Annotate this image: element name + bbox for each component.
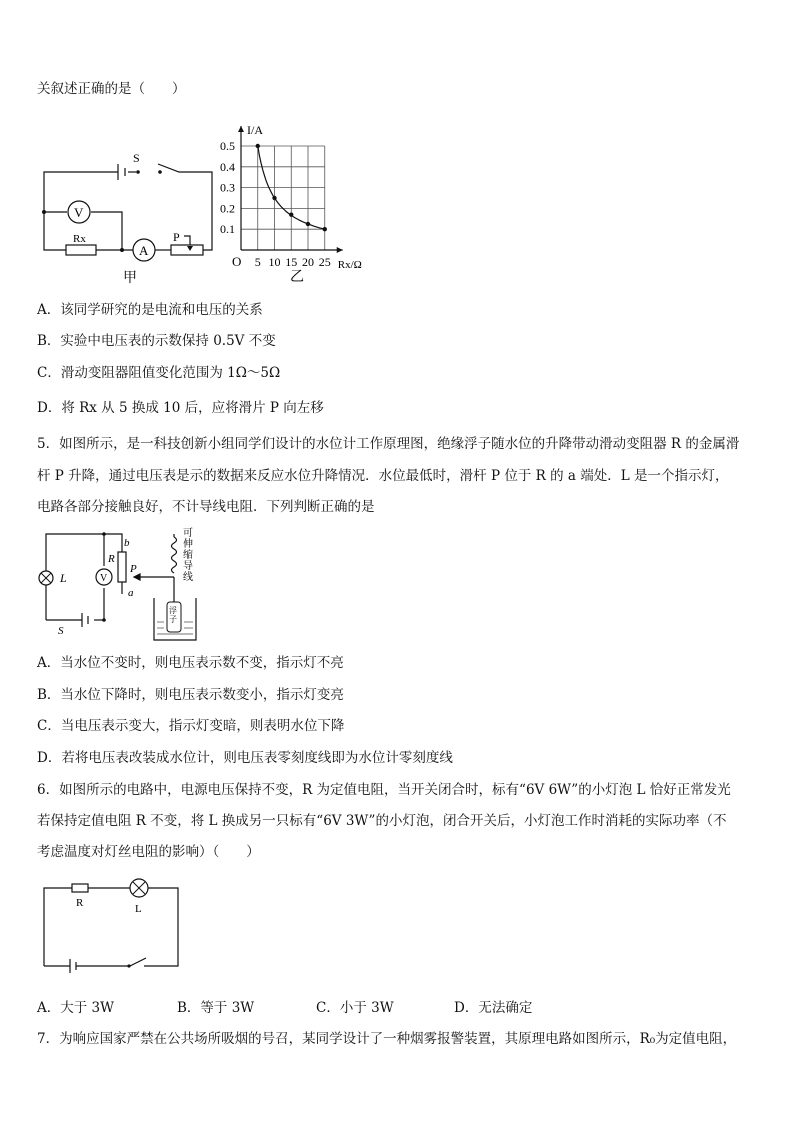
q5-option-d: D．若将电压表改装成水位计，则电压表零刻度线即为水位计零刻度线 — [37, 750, 453, 766]
q6-stem-line-3: 考虑温度对灯丝电阻的影响）（ ） — [37, 844, 260, 860]
voltmeter-label: V — [74, 205, 84, 220]
q6-stem-line-1: 6．如图所示的电路中，电源电压保持不变，R 为定值电阻，当开关闭合时，标有“6V 6W”的小灯泡 L 恰好正常发光 — [37, 782, 731, 798]
x-tick-label: 25 — [318, 255, 331, 269]
float-label: 浮子 — [169, 606, 177, 624]
x-axis-arrow — [337, 247, 343, 253]
q6-option-b: B．等于 3W — [177, 1000, 255, 1016]
x-tick-label: 5 — [254, 255, 261, 269]
figure-yi-caption: 乙 — [290, 270, 304, 285]
q4-ir-chart — [220, 108, 390, 293]
q4-stem-tail: 关叙述正确的是（ ） — [37, 81, 186, 97]
q5-stem-line-3: 电路各部分接触良好，不计导线电阻．下列判断正确的是 — [37, 499, 375, 515]
q5-stem-line-1: 5．如图所示，是一科技创新小组同学们设计的水位计工作原理图，绝缘浮子随水位的升降带动滑动变阻器 R 的金属滑 — [37, 436, 740, 452]
q5-stem-line-2: 杆 P 升降，通过电压表是示的数据来反应水位升降情况．水位最低时，滑杆 P 位于 R 的 a 端处．L 是一个指示灯， — [37, 468, 729, 484]
q4-option-a: A．该同学研究的是电流和电压的关系 — [37, 302, 263, 318]
ammeter-label: A — [139, 243, 149, 258]
q5-voltmeter-label: V — [100, 573, 108, 584]
x-tick-label: 10 — [268, 255, 281, 269]
data-point-1 — [256, 144, 260, 148]
rx-label: Rx — [73, 233, 86, 245]
slider-p-label: P — [130, 563, 137, 575]
origin-label: O — [232, 254, 242, 269]
switch-s-label: S — [58, 625, 64, 637]
figure-jia-caption: 甲 — [123, 271, 137, 286]
x-axis-label: Rx/Ω — [337, 259, 362, 271]
y-tick-label: 0.5 — [220, 139, 235, 153]
q4-option-b: B．实验中电压表的示数保持 0.5V 不变 — [37, 333, 276, 349]
end-b-label: b — [124, 537, 130, 549]
x-tick-label: 15 — [285, 255, 298, 269]
end-a-label: a — [128, 587, 134, 599]
rheostat-r-label: R — [108, 553, 115, 565]
q4-circuit-figure — [36, 150, 222, 290]
q5-option-a: A．当水位不变时，则电压表示数不变，指示灯不亮 — [37, 655, 344, 671]
q6-option-d: D．无法确定 — [454, 1000, 533, 1016]
q6-lamp-label: L — [135, 903, 142, 915]
x-tick-label: 20 — [302, 255, 314, 269]
y-tick-label: 0.4 — [220, 159, 235, 174]
y-axis-label: I/A — [247, 123, 263, 137]
slider-p-label: P — [173, 230, 180, 244]
q6-stem-line-2: 若保持定值电阻 R 不变，将 L 换成另一只标有“6V 3W”的小灯泡，闭合开关后，小灯泡工作时消耗的实际功率（不 — [37, 813, 727, 829]
q5-option-c: C．当电压表示变大，指示灯变暗，则表明水位下降 — [37, 718, 345, 734]
q6-resistor-label: R — [76, 897, 84, 909]
data-point-5 — [323, 227, 327, 231]
q7-stem-line-1: 7．为响应国家严禁在公共场所吸烟的号召，某同学设计了一种烟雾报警装置，其原理电路如图所示，R₀为定值电阻， — [37, 1031, 737, 1047]
q4-option-c: C．滑动变阻器阻值变化范围为 1Ω～5Ω — [37, 365, 281, 381]
q6-option-a: A．大于 3W — [37, 1000, 115, 1016]
y-axis-arrow — [238, 126, 244, 132]
q6-option-c: C．小于 3W — [316, 1000, 394, 1016]
rx-resistor — [66, 245, 96, 255]
y-tick-label: 0.2 — [220, 201, 235, 216]
q5-option-b: B．当水位下降时，则电压表示数变小，指示灯变亮 — [37, 687, 344, 703]
switch-label: S — [133, 151, 140, 165]
q5-water-level-figure — [36, 522, 206, 644]
lamp-l-label: L — [60, 571, 67, 585]
rheostat — [171, 245, 203, 255]
q4-option-d: D．将 Rx 从 5 换成 10 后，应将滑片 P 向左移 — [37, 400, 324, 416]
y-tick-label: 0.3 — [220, 180, 235, 195]
data-point-4 — [306, 222, 310, 226]
data-point-2 — [272, 196, 276, 200]
y-tick-label: 0.1 — [220, 222, 235, 237]
data-point-3 — [289, 212, 293, 216]
q6-circuit-figure — [40, 876, 185, 976]
stretch-wire-label: 可伸缩导线 — [183, 528, 193, 583]
